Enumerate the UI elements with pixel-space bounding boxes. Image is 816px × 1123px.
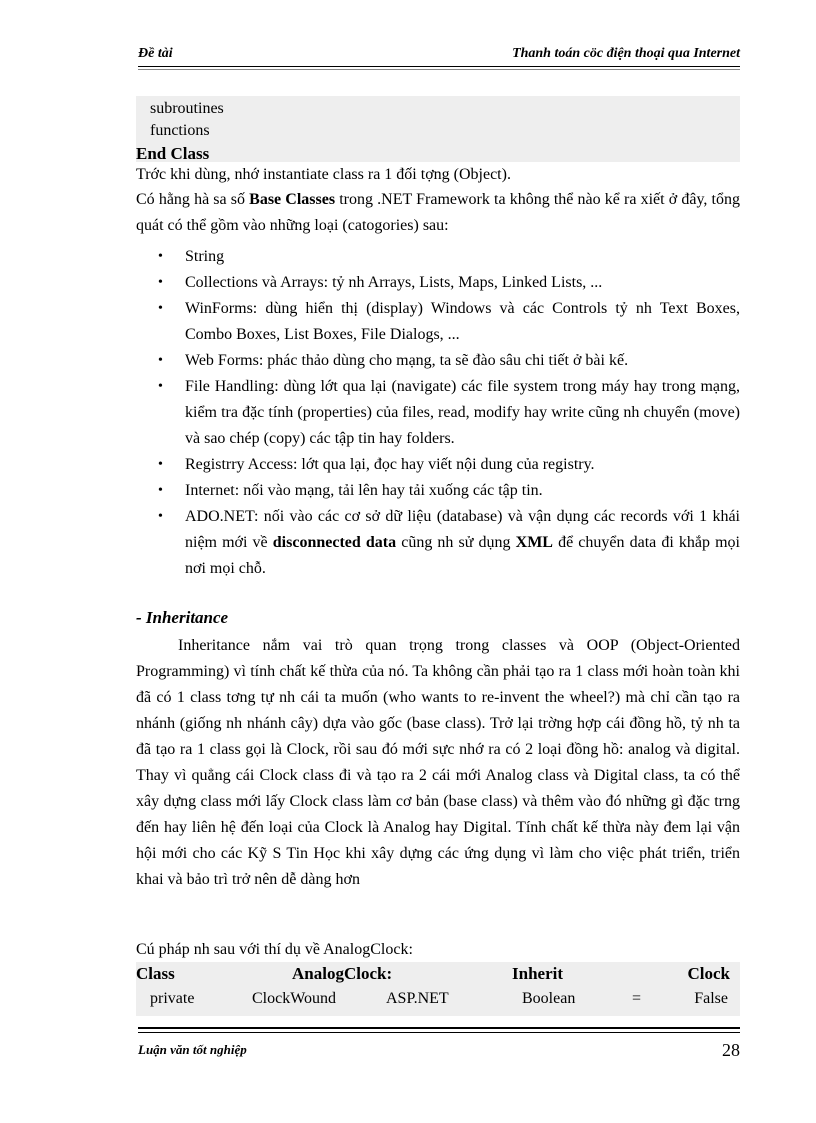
list-item: • Internet: nối vào mạng, tải lên hay tải xuống các tập tin. bbox=[136, 478, 740, 504]
bullet-icon: • bbox=[158, 509, 163, 524]
code-token-equals: = bbox=[632, 990, 642, 1007]
bullet-icon: • bbox=[158, 249, 163, 264]
list-item: • File Handling: dùng lớt qua lại (navigate) các file system trong máy hay trong mạng, kiểm tra đặc tính (properties) của files, read, modify hay write cũng nh chuyển (move) và sao chép (copy) các tập tin hay folders. bbox=[136, 374, 740, 452]
code-token-false: False bbox=[694, 990, 728, 1007]
code-row-private bbox=[136, 990, 740, 1016]
footer-rule-thin bbox=[138, 1032, 740, 1033]
list-item: • Collections và Arrays: tỷ nh Arrays, Lists, Maps, Linked Lists, ... bbox=[136, 270, 740, 296]
code-token-clock: Clock bbox=[687, 964, 730, 983]
code-token-aspnet: ASP.NET bbox=[386, 990, 449, 1007]
code-token-analogclock: AnalogClock: bbox=[292, 964, 393, 983]
code-line-subroutines: subroutines bbox=[150, 100, 224, 117]
bullet-icon: • bbox=[158, 353, 163, 368]
footer-rule bbox=[138, 1027, 740, 1029]
list-item: • Web Forms: phác thảo dùng cho mạng, ta sẽ đào sâu chi tiết ở bài kế. bbox=[136, 348, 740, 374]
header-rule-thin bbox=[138, 69, 740, 70]
base-classes-bold: Base Classes bbox=[249, 191, 336, 208]
bullet-icon: • bbox=[158, 457, 163, 472]
class-categories-list bbox=[136, 244, 740, 582]
code-token-inherit: Inherit bbox=[512, 964, 563, 983]
footer-left: Luận văn tốt nghiệp bbox=[138, 1042, 247, 1057]
code-token-private: private bbox=[150, 990, 195, 1007]
code-row-class bbox=[136, 964, 740, 990]
bullet-icon: • bbox=[158, 275, 163, 290]
code-block-bottom bbox=[136, 962, 740, 1016]
base-classes-post: trong .NET Framework ta không thể nào kể ra xiết ở đây, tổng quát có thể gồm vào những loại (catogories) sau: bbox=[136, 191, 741, 234]
page-number: 28 bbox=[722, 1040, 740, 1060]
base-classes-pre: Có hằng hà sa số bbox=[136, 191, 250, 208]
code-token-class: Class bbox=[136, 964, 175, 983]
code-token-clockwound: ClockWound bbox=[252, 990, 337, 1007]
bullet-icon: • bbox=[158, 483, 163, 498]
header-left: Đề tài bbox=[138, 46, 173, 61]
inheritance-paragraph: Inheritance nắm vai trò quan trọng trong classes và OOP (Object-Oriented Programming) vì tính chất kế thừa của nó. Ta không cần phải tạo ra 1 class mới hoàn toàn khi đã có 1 class tơng tự nh cái ta muốn (who wants to re-invent the wheel?) mà chỉ cần tạo ra nhánh (giống nh nhánh cây) dựa vào gốc (base class). Trở lại trờng hợp cái đồng hồ, tỷ nh ta đã tạo ra 1 class gọi là Clock, rồi sau đó mới sực nhớ ra có 2 loại đồng hồ: analog và digital. Thay vì quẳng cái Clock class đi và tạo ra 2 cái mới Analog class và Digital class, ta có thể xây dựng class mới lấy Clock class làm cơ bản (base class) và thêm vào đó những gì đặc trng đến hay liên hệ đến loại của Clock là Analog hay Digital. Tính chất kế thừa này đem lại vận hội mới cho các Kỹ S Tin Học khi xây dựng các ứng dụng vì làm cho việc phát triển, triển khai và bảo trì trở nên dễ dàng hơn bbox=[136, 637, 740, 888]
paragraph-base-classes bbox=[136, 187, 740, 239]
header-rule bbox=[138, 66, 740, 67]
syntax-intro: Cú pháp nh sau với thí dụ về AnalogClock: bbox=[136, 941, 413, 958]
code-line-end-class: End Class bbox=[136, 144, 210, 163]
code-block-top bbox=[136, 96, 740, 162]
bullet-icon: • bbox=[158, 379, 163, 394]
list-item: • Registrry Access: lớt qua lại, đọc hay viết nội dung của registry. bbox=[136, 452, 740, 478]
header-right: Thanh toán cöc điện thoại qua Internet bbox=[512, 46, 740, 61]
list-item-ado: • ADO.NET: nối vào các cơ sở dữ liệu (database) và vận dụng các records với 1 khái niệm mới về disconnected data cũng nh sử dụng XML để chuyển data đi khắp mọi nơi mọi chỗ. bbox=[136, 504, 740, 582]
code-line-functions: functions bbox=[150, 122, 210, 139]
page-header bbox=[138, 46, 740, 68]
bullet-icon: • bbox=[158, 301, 163, 316]
inheritance-heading: - Inheritance bbox=[136, 608, 229, 627]
list-item: • WinForms: dùng hiển thị (display) Windows và các Controls tỷ nh Text Boxes, Combo Boxes, List Boxes, File Dialogs, ... bbox=[136, 296, 740, 348]
code-token-boolean: Boolean bbox=[522, 990, 576, 1007]
list-item: • String bbox=[136, 244, 740, 270]
paragraph-instantiate: Trớc khi dùng, nhớ instantiate class ra 1 đối tợng (Object). bbox=[136, 166, 511, 183]
